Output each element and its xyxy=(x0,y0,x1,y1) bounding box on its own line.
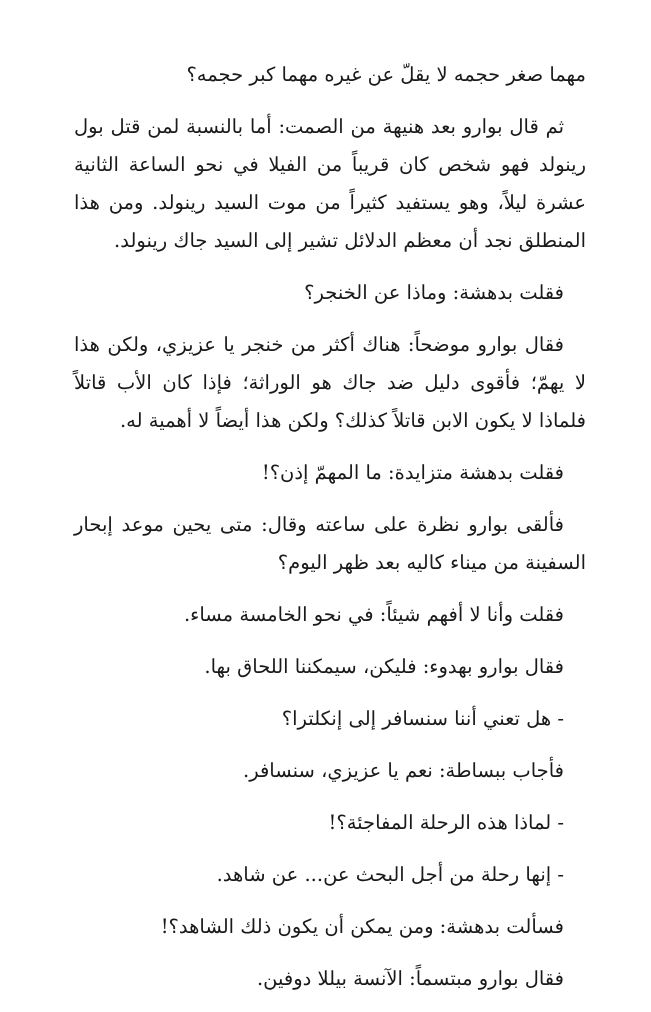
dialogue-line-2: - لماذا هذه الرحلة المفاجئة؟! xyxy=(328,811,564,834)
paragraph-9: فأجاب ببساطة: نعم يا عزيزي، سنسافر. xyxy=(243,759,564,782)
paragraph-3: فقلت بدهشة: وماذا عن الخنجر؟ xyxy=(304,281,564,304)
paragraph-10: فسألت بدهشة: ومن يمكن أن يكون ذلك الشاهد؟! xyxy=(160,915,564,938)
dialogue-line-1: - هل تعني أننا سنسافر إلى إنكلترا؟ xyxy=(281,707,564,730)
paragraph-11: فقال بوارو مبتسماً: الآنسة بيللا دوفين. xyxy=(256,967,564,990)
paragraph-7: فقلت وأنا لا أفهم شيئاً: في نحو الخامسة مساء. xyxy=(183,603,564,626)
paragraph-8: فقال بوارو بهدوء: فليكن، سيمكننا اللحاق بها. xyxy=(204,655,564,678)
paragraph-6: فألقى بوارو نظرة على ساعته وقال: متى يحين موعد إبحار السفينة من ميناء كاليه بعد ظهر اليوم؟ xyxy=(74,513,586,574)
dialogue-line-3: - إنها رحلة من أجل البحث عن... عن شاهد. xyxy=(216,863,564,886)
paragraph-2: ثم قال بوارو بعد هنيهة من الصمت: أما بالنسبة لمن قتل بول رينولد فهو شخص كان قريباً من الفيلا في نحو الساعة الثانية عشرة ليلاً، وهو يستفيد كثيراً من موت السيد رينولد. ومن هذا المنطلق نجد أن معظم الدلائل تشير إلى السيد جاك رينولد. xyxy=(74,115,586,252)
book-page xyxy=(74,56,586,1012)
paragraph-5: فقلت بدهشة متزايدة: ما المهمّ إذن؟! xyxy=(261,461,564,484)
paragraph-4: فقال بوارو موضحاً: هناك أكثر من خنجر يا عزيزي، ولكن هذا لا يهمّ؛ فأقوى دليل ضد جاك هو الوراثة؛ فإذا كان الأب قاتلاً فلماذا لا يكون الابن قاتلاً كذلك؟ ولكن هذا أيضاً لا أهمية له. xyxy=(74,333,586,432)
paragraph-1: مهما صغر حجمه لا يقلّ عن غيره مهما كبر حجمه؟ xyxy=(186,63,586,86)
